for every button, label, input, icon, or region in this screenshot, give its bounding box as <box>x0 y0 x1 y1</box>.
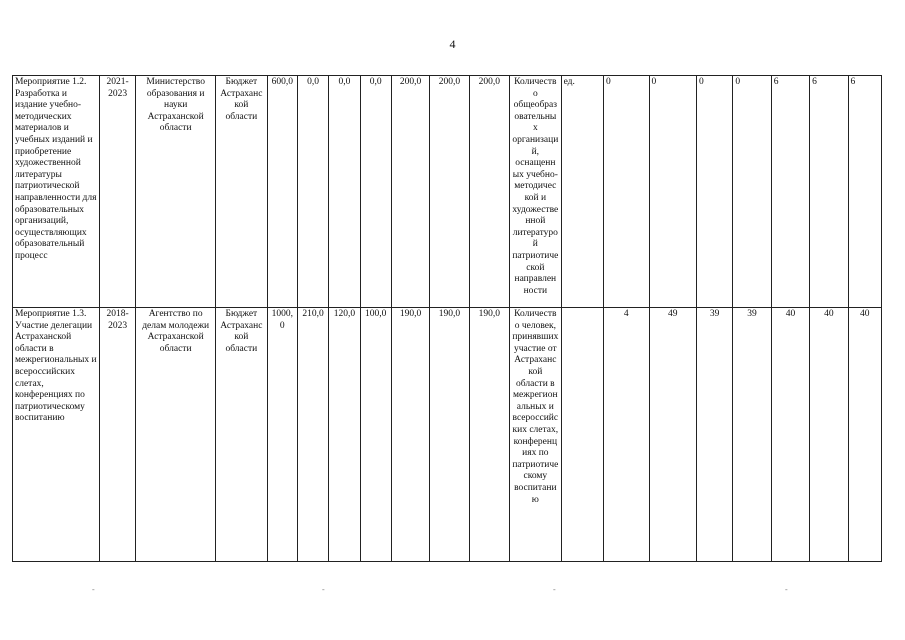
funding-year-4: 200,0 <box>391 76 429 308</box>
indicator-value-3: 0 <box>696 76 732 308</box>
page-number: 4 <box>449 37 456 51</box>
indicator-value-4: 39 <box>733 308 771 562</box>
funding-year-2: 0,0 <box>329 76 360 308</box>
funding-year-5: 200,0 <box>430 76 469 308</box>
indicator-value-3: 39 <box>696 308 732 562</box>
scan-speck: - <box>92 585 95 594</box>
indicator-value-7: 6 <box>848 76 881 308</box>
indicator-value-4: 0 <box>733 76 771 308</box>
indicator-value-7: 40 <box>848 308 881 562</box>
indicator-value-6: 6 <box>810 76 848 308</box>
indicator-name: Количество общеобразовательных организаций, оснащенных учебно-методической и художественной литературой патриотической направленности <box>510 76 562 308</box>
activity-years: 2018-2023 <box>99 308 135 562</box>
scan-speck: - <box>553 585 556 594</box>
activity-executor: Агентство по делам молодежи Астраханской области <box>136 308 216 562</box>
activity-name: Мероприятие 1.3. Участие делегации Астраханской области в межрегиональных и всероссийских слетах, конференциях по патриотическому воспитанию <box>13 308 100 562</box>
activity-years: 2021-2023 <box>99 76 135 308</box>
funding-year-1: 0,0 <box>297 76 328 308</box>
program-activities-table <box>12 75 882 562</box>
activity-executor: Министерство образования и науки Астраханской области <box>136 76 216 308</box>
table-row <box>13 76 882 308</box>
indicator-value-2: 49 <box>649 308 696 562</box>
indicator-name: Количество человек, принявших участие от Астраханской области в межрегиональных и всероссийских слетах, конференциях по патриотическому воспитанию <box>510 308 562 562</box>
funding-year-2: 120,0 <box>329 308 360 562</box>
scan-speck: - <box>785 585 788 594</box>
funding-source: Бюджет Астраханской области <box>216 308 268 562</box>
indicator-value-2: 0 <box>649 76 696 308</box>
indicator-value-5: 6 <box>771 76 809 308</box>
indicator-value-1: 4 <box>604 308 649 562</box>
funding-year-3: 100,0 <box>360 308 391 562</box>
indicator-value-6: 40 <box>810 308 848 562</box>
funding-year-3: 0,0 <box>360 76 391 308</box>
funding-total: 1000,0 <box>267 308 297 562</box>
funding-source: Бюджет Астраханской области <box>216 76 268 308</box>
indicator-unit: ед. <box>561 76 603 308</box>
scan-speck: - <box>322 585 325 594</box>
indicator-unit <box>561 308 603 562</box>
table-row <box>13 308 882 562</box>
funding-year-1: 210,0 <box>297 308 328 562</box>
activity-name: Мероприятие 1.2. Разработка и издание учебно-методических материалов и учебных изданий и приобретение художественной литературы патриотической направленности для образовательных организаций, осуществляющих образовательный процесс <box>13 76 100 308</box>
indicator-value-5: 40 <box>771 308 809 562</box>
funding-year-6: 190,0 <box>469 308 509 562</box>
funding-year-4: 190,0 <box>391 308 429 562</box>
funding-total: 600,0 <box>267 76 297 308</box>
indicator-value-1: 0 <box>604 76 649 308</box>
funding-year-6: 200,0 <box>469 76 509 308</box>
funding-year-5: 190,0 <box>430 308 469 562</box>
